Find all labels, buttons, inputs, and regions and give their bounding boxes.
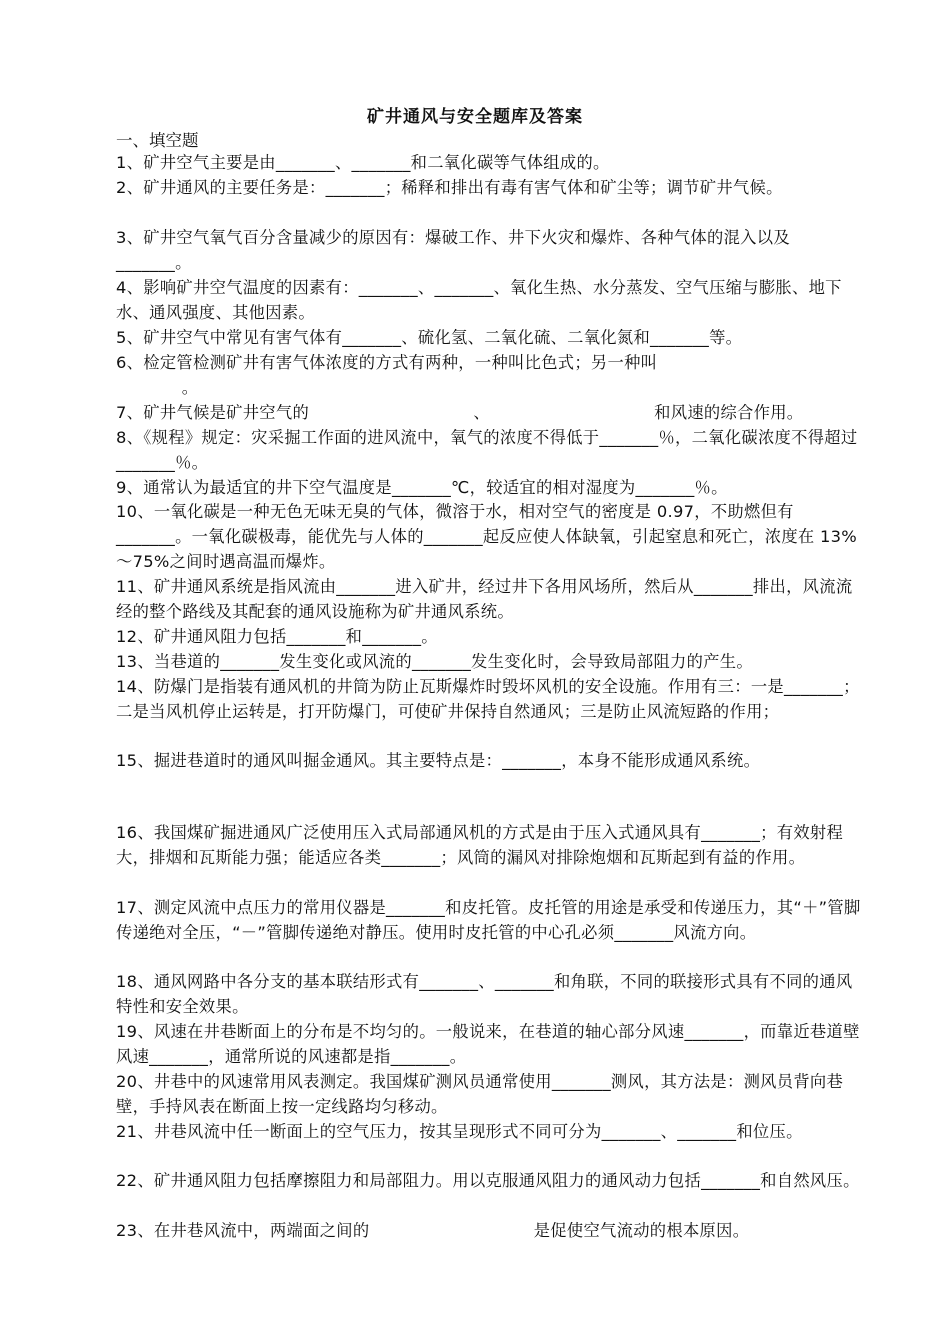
question-12: 12、矿井通风阻力包括_______和_______。 <box>116 627 438 646</box>
question-9: 9、通常认为最适宜的井下空气温度是_______℃，较适宜的相对湿度为_______％。 <box>116 478 728 497</box>
question-11: 11、矿井通风系统是指风流由_______进入矿井，经过井下各用风场所，然后从_______排出，风流流经的整个路线及其配套的通风设施称为矿井通风系统。 <box>116 577 853 621</box>
question-22: 22、矿井通风阻力包括摩擦阻力和局部阻力。用以克服通风阻力的通风动力包括_______和自然风压。 <box>116 1171 860 1190</box>
question-2: 2、矿井通风的主要任务是：_______；稀释和排出有毒有害气体和矿尘等；调节矿井气候。 <box>116 178 783 197</box>
question-17: 17、测定风流中点压力的常用仪器是_______和皮托管。皮托管的用途是承受和传递压力，其“＋”管脚传递绝对全压，“－”管脚传递绝对静压。使用时皮托管的中心孔必须_______风流方向。 <box>116 898 861 942</box>
question-10: 10、一氧化碳是一种无色无味无臭的气体，微溶于水，相对空气的密度是 0.97，不助燃但有_______。一氧化碳极毒，能优先与人体的_______起反应使人体缺氧，引起窒息和死亡，浓度在 13%～75%之间时遇高温而爆炸。 <box>116 502 858 571</box>
question-14: 14、防爆门是指装有通风机的井筒为防止瓦斯爆炸时毁坏风机的安全设施。作用有三：一是_______；二是当风机停止运转是，打开防爆门，可使矿井保持自然通风；三是防止风流短路的作用； <box>116 677 860 721</box>
question-23: 23、在井巷风流中，两端面之间的 是促使空气流动的根本原因。 <box>116 1221 750 1240</box>
question-3: 3、矿井空气氧气百分含量减少的原因有：爆破工作、井下火灾和爆炸、各种气体的混入以及_______。 <box>116 228 790 272</box>
question-18: 18、通风网路中各分支的基本联结形式有_______、_______和角联，不同的联接形式具有不同的通风特性和安全效果。 <box>116 972 853 1016</box>
question-20: 20、井巷中的风速常用风表测定。我国煤矿测风员通常使用_______测风，其方法是：测风员背向巷壁，手持风表在断面上按一定线路均匀移动。 <box>116 1072 844 1116</box>
question-15: 15、掘进巷道时的通风叫掘金通风。其主要特点是：_______，本身不能形成通风系统。 <box>116 751 761 770</box>
question-19: 19、风速在井巷断面上的分布是不均匀的。一般说来，在巷道的轴心部分风速_______，而靠近巷道壁风速_______，通常所说的风速都是指_______。 <box>116 1022 860 1066</box>
question-1: 1、矿井空气主要是由_______、_______和二氧化碳等气体组成的。 <box>116 153 610 172</box>
question-13: 13、当巷道的_______发生变化或风流的_______发生变化时，会导致局部阻力的产生。 <box>116 652 753 671</box>
question-7: 7、矿井气候是矿井空气的 、 和风速的综合作用。 <box>116 403 804 422</box>
section-heading: 一、填空题 <box>116 131 199 150</box>
question-6: 6、检定管检测矿井有害气体浓度的方式有两种，一种叫比色式；另一种叫 。 <box>116 353 658 397</box>
question-21: 21、井巷风流中任一断面上的空气压力，按其呈现形式不同可分为_______、_______和位压。 <box>116 1122 803 1141</box>
page-title: 矿井通风与安全题库及答案 <box>367 107 583 127</box>
question-5: 5、矿井空气中常见有害气体有_______、硫化氢、二氧化硫、二氧化氮和_______等。 <box>116 328 743 347</box>
question-4: 4、影响矿井空气温度的因素有：_______、_______、氧化生热、水分蒸发、空气压缩与膨胀、地下水、通风强度、其他因素。 <box>116 278 842 322</box>
question-8: 8、《规程》规定：灾采掘工作面的进风流中，氧气的浓度不得低于_______％，二氧化碳浓度不得超过_______％。 <box>116 428 858 472</box>
question-16: 16、我国煤矿掘进通风广泛使用压入式局部通风机的方式是由于压入式通风具有_______；有效射程大，排烟和瓦斯能力强；能适应各类_______；风筒的漏风对排除炮烟和瓦斯起到有益的作用。 <box>116 823 844 867</box>
